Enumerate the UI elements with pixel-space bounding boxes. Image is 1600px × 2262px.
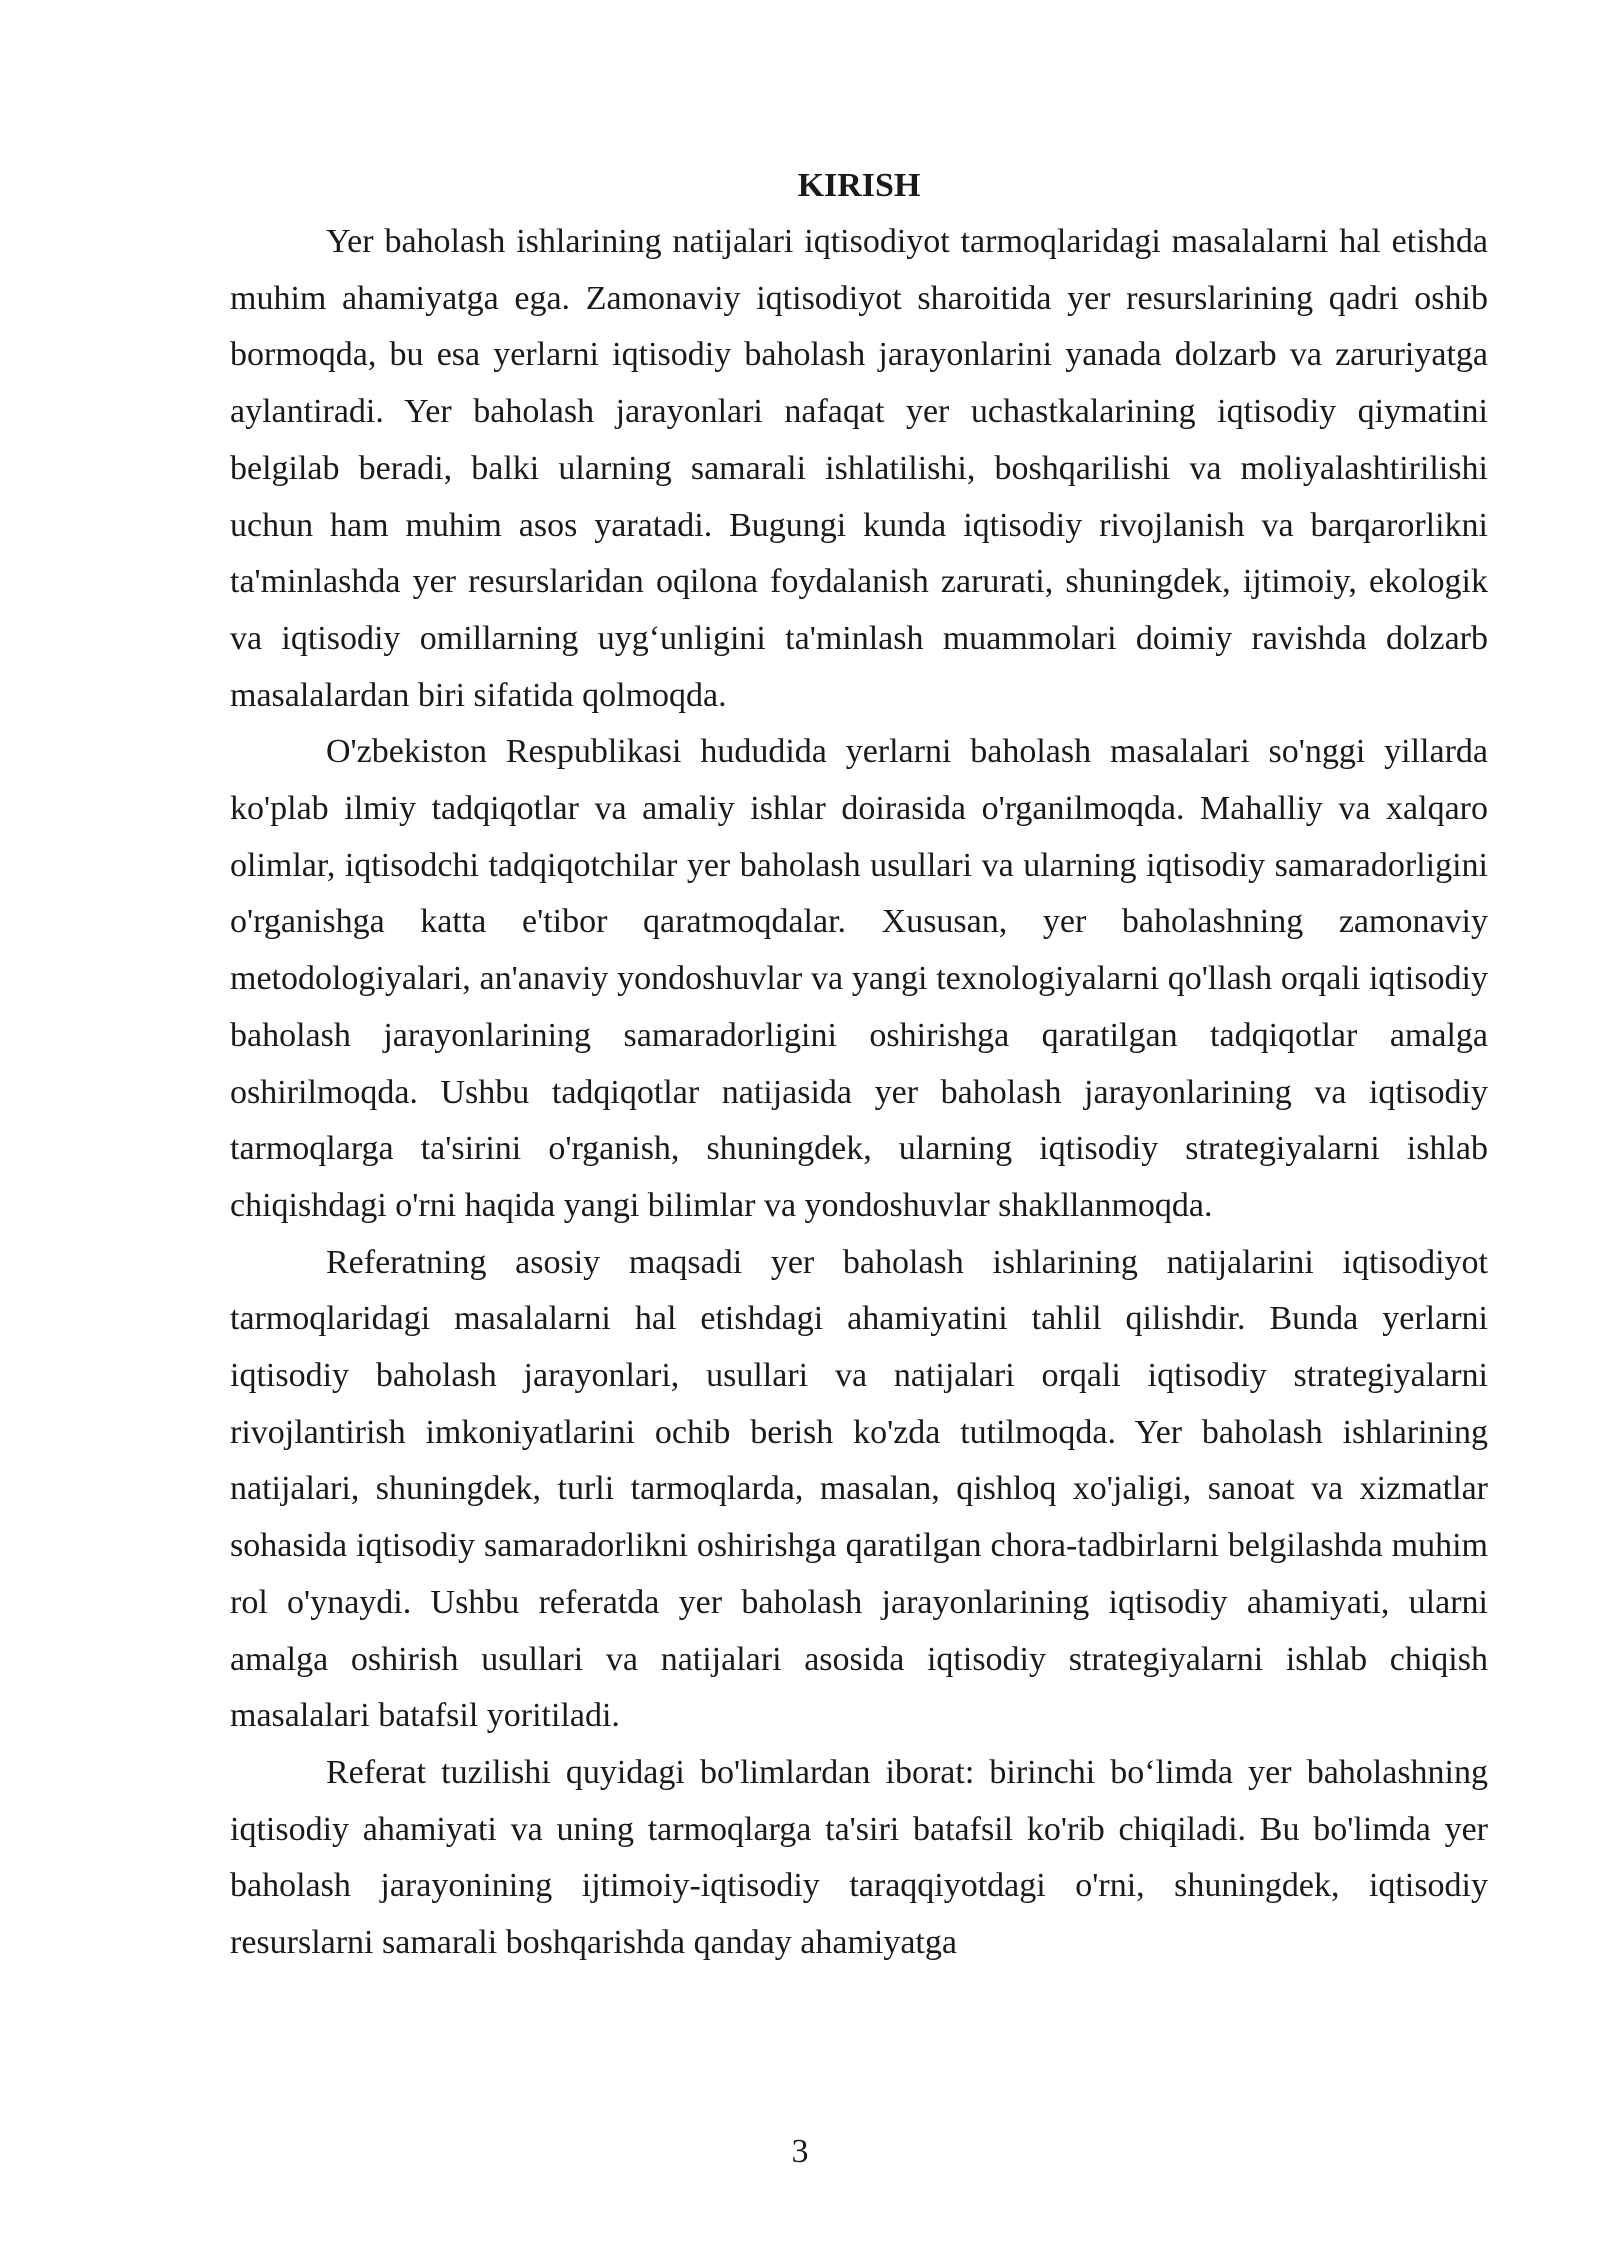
paragraph-3: Referatning asosiy maqsadi yer baholash ishlarining natijalarini iqtisodiyot tarmoqlaridagi masalalarni hal etishdagi ahamiyatini tahlil qilishdir. Bunda yerlarni iqtisodiy baholash jarayonlari, usullari va natijalari orqali iqtisodiy strategiyalarni rivojlantirish imkoniyatlarini ochib berish ko'zda tutilmoqda. Yer baholash ishlarining natijalari, shuningdek, turli tarmoqlarda, masalan, qishloq xo'jaligi, sanoat va xizmatlar sohasida iqtisodiy samaradorlikni oshirishga qaratilgan chora-tadbirlarni belgilashda muhim rol o'ynaydi. Ushbu referatda yer baholash jarayonlarining iqtisodiy ahamiyati, ularni amalga oshirish usullari va natijalari asosida iqtisodiy strategiyalarni ishlab chiqish masalalari batafsil yoritiladi. bbox=[230, 1243, 1488, 1735]
paragraph-1: Yer baholash ishlarining natijalari iqtisodiyot tarmoqlaridagi masalalarni hal etishda muhim ahamiyatga ega. Zamonaviy iqtisodiyot sharoitida yer resurslarining qadri oshib bormoqda, bu esa yerlarni iqtisodiy baholash jarayonlarini yanada dolzarb va zaruriyatga aylantiradi. Yer baholash jarayonlari nafaqat yer uchastkalarining iqtisodiy qiymatini belgilab beradi, balki ularning samarali ishlatilishi, boshqarilishi va moliyalashtirilishi uchun ham muhim asos yaratadi. Bugungi kunda iqtisodiy rivojlanish va barqarorlikni ta'minlashda yer resurslaridan oqilona foydalanish zarurati, shuningdek, ijtimoiy, ekologik va iqtisodiy omillarning uyg‘unligini ta'minlash muammolari doimiy ravishda dolzarb masalalardan biri sifatida qolmoqda. bbox=[230, 223, 1488, 714]
page-number: 3 bbox=[791, 2133, 809, 2170]
paragraph-4: Referat tuzilishi quyidagi bo'limlardan iborat: birinchi bo‘limda yer baholashning iqtisodiy ahamiyati va uning tarmoqlarga ta'siri batafsil ko'rib chiqiladi. Bu bo'limda yer baholash jarayonining ijtimoiy-iqtisodiy taraqqiyotdagi o'rni, shuningdek, iqtisodiy resurslarni samarali boshqarishda qanday ahamiyatga bbox=[230, 1753, 1488, 1962]
section-title: KIRISH bbox=[797, 167, 921, 204]
document-page bbox=[230, 158, 1488, 1972]
paragraph-2: O'zbekiston Respublikasi hududida yerlarni baholash masalalari so'nggi yillarda ko'plab ilmiy tadqiqotlar va amaliy ishlar doirasida o'rganilmoqda. Mahalliy va xalqaro olimlar, iqtisodchi tadqiqotchilar yer baholash usullari va ularning iqtisodiy samaradorligini o'rganishga katta e'tibor qaratmoqdalar. Xususan, yer baholashning zamonaviy metodologiyalari, an'anaviy yondoshuvlar va yangi texnologiyalarni qo'llash orqali iqtisodiy baholash jarayonlarining samaradorligini oshirishga qaratilgan tadqiqotlar amalga oshirilmoqda. Ushbu tadqiqotlar natijasida yer baholash jarayonlarining va iqtisodiy tarmoqlarga ta'sirini o'rganish, shuningdek, ularning iqtisodiy strategiyalarni ishlab chiqishdagi o'rni haqida yangi bilimlar va yondoshuvlar shakllanmoqda. bbox=[230, 733, 1488, 1224]
